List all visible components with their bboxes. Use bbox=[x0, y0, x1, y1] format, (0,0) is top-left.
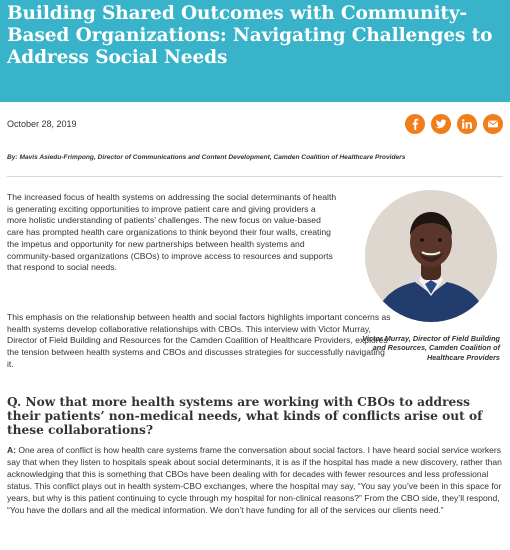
interview-question: Q. Now that more health systems are working with CBOs to address their patients’ non-medical needs, what kinds of conflicts arise out of these collaborations? bbox=[7, 395, 483, 438]
linkedin-icon bbox=[461, 118, 473, 130]
page-title: Building Shared Outcomes with Community-Based Organizations: Navigating Challenges to Address Social Needs bbox=[7, 3, 493, 68]
facebook-icon bbox=[409, 118, 421, 130]
share-linkedin-button[interactable] bbox=[457, 114, 477, 134]
divider bbox=[7, 176, 503, 177]
intro-paragraph-2: This emphasis on the relationship between health and social factors highlights important concerns as health systems develop collaborative relationships with CBOs. This interview with Victor Murray, Director of Field Building and Resources for the Camden Coalition of Healthcare Providers, explores the tension between health systems and CBOs and discusses strategies for successfully navigating it. bbox=[7, 312, 391, 369]
intro-paragraph-1: The increased focus of health systems on addressing the social determinants of health is generating exciting opportunities to improve patient care and giving providers a more holistic understanding of patients’ challenges. The new focus on value-based care has prompted health care organizations to think beyond their four walls, creating the impetus and opportunity for new partnerships between health systems and community-based organizations (CBOs) to improve access to resources and supports that respond to social needs. bbox=[7, 192, 337, 273]
publish-date: October 28, 2019 bbox=[7, 119, 77, 129]
title-banner bbox=[0, 0, 510, 102]
victor-murray-photo bbox=[365, 190, 497, 322]
share-twitter-button[interactable] bbox=[431, 114, 451, 134]
share-email-button[interactable] bbox=[483, 114, 503, 134]
email-icon bbox=[487, 118, 499, 130]
answer-text: One area of conflict is how health care systems frame the conversation about social factors. I have heard social service workers say that when they listen to hospitals speak about social determinants, it is as if the hospital has made a new discovery, rather than acknowledging that this is something that CBOs have been dealing with for decades with fewer resources and less professional status. This conflict plays out in health system-CBO exchanges, where the hospital may say, “You say you’ve been in this space for years, but why is this patient continuing to cycle through my hospital for non-clinical reasons?” From the CBO side, they’ll respond, “You have the dollars and all the medical information. We don’t have funding for all of the services our clients need.” bbox=[7, 445, 502, 515]
share-bar bbox=[405, 114, 503, 134]
meta-row bbox=[7, 112, 503, 138]
portrait-illustration bbox=[365, 190, 497, 322]
share-facebook-button[interactable] bbox=[405, 114, 425, 134]
interview-answer bbox=[7, 444, 504, 516]
twitter-icon bbox=[435, 118, 447, 130]
answer-label: A: bbox=[7, 445, 17, 455]
byline: By: Mavis Asiedu-Frimpong, Director of Communications and Content Development, Camden Coalition of Healthcare Providers bbox=[7, 154, 406, 161]
photo-caption: Victor Murray, Director of Field Building and Resources, Camden Coalition of Healthcare Providers bbox=[362, 334, 500, 362]
